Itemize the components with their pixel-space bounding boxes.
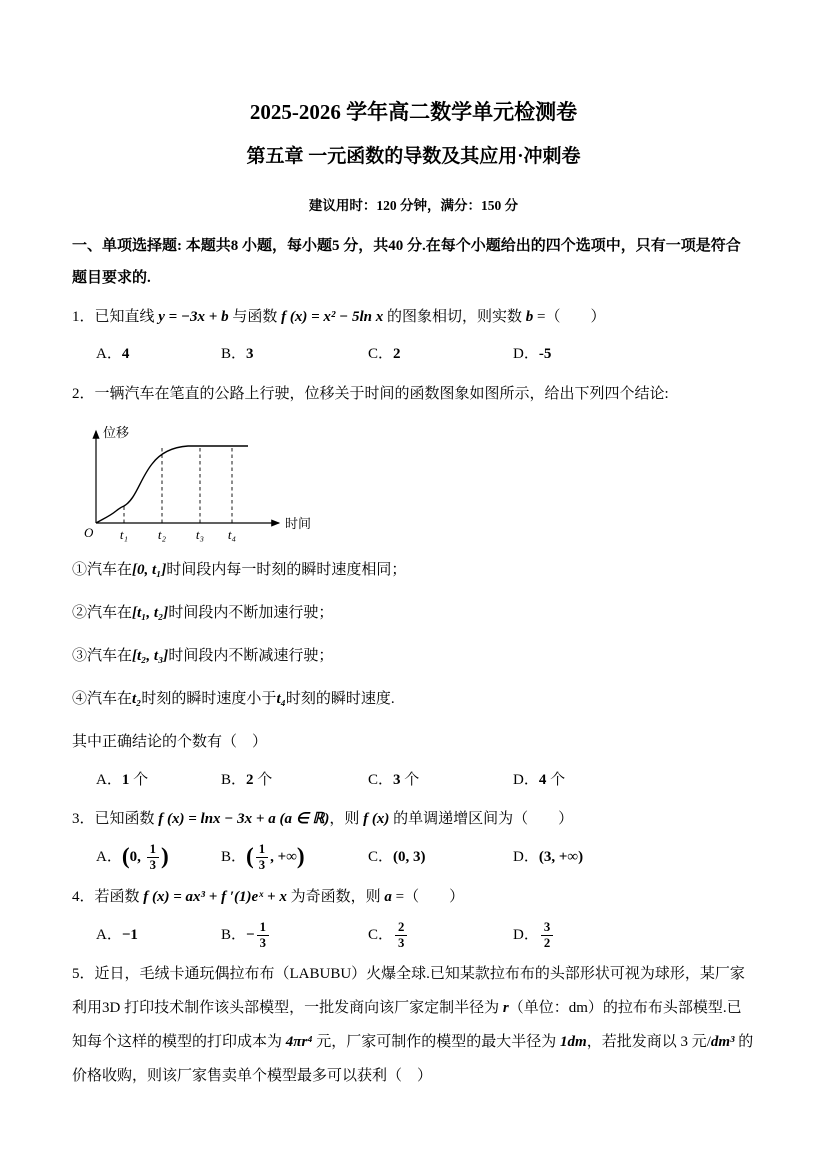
statement-3: ③汽车在[t₂, t₃]时间段内不断减速行驶； — [72, 647, 334, 664]
question-3-option-c: C．(0, 3) — [368, 849, 426, 865]
x-axis-label: 时间 — [285, 515, 312, 531]
question-1 — [72, 301, 755, 373]
question-2-option-c: C．3 个 — [368, 771, 420, 788]
question-1-text: 1．已知直线 y = −3x + b 与函数 f (x) = x² − 5ln x 的图象相切，则实数 b =（ ） — [72, 308, 606, 325]
displacement-curve — [96, 446, 248, 523]
exam-title: 2025-2026 学年高二数学单元检测卷 — [249, 100, 578, 124]
displacement-time-figure — [76, 418, 755, 550]
question-1-options — [96, 338, 755, 372]
displacement-time-graph — [76, 418, 328, 550]
question-3-option-d: D．(3, +∞) — [513, 849, 584, 865]
question-1-option-a: A．4 — [96, 346, 130, 363]
y-axis-label: 位移 — [103, 424, 130, 440]
question-2-text: 2．一辆汽车在笔直的公路上行驶，位移关于时间的函数图象如图所示，给出下列四个结论: — [72, 386, 669, 402]
question-4-option-d: D． $\frac{3}{2}$ — [513, 919, 755, 953]
question-2-option-a: A．1 个 — [96, 771, 149, 788]
statement-2: ②汽车在[t₁, t₂]时间段内不断加速行驶； — [72, 604, 334, 621]
question-3-option-b: B．( $\frac{1}{3}$ , +∞) — [221, 842, 305, 873]
question-2-options — [96, 764, 755, 798]
section-heading: 一、单项选择题: 本题共8 小题，每小题5 分，共40 分.在每个小题给出的四个选项中，只有一项是符合题目要求的. — [72, 238, 741, 287]
question-3-options — [96, 841, 755, 875]
question-4-text: 4．若函数 f (x) = ax³ + f ′(1)eˣ + x 为奇函数，则 a =（ ） — [72, 888, 465, 905]
question-4 — [72, 881, 755, 953]
tick-t3: t₃ — [195, 526, 205, 542]
exam-subtitle: 第五章 一元函数的导数及其应用·冲刺卷 — [246, 146, 581, 167]
question-4-option-b: B．− $\frac{1}{3}$ — [221, 919, 368, 953]
exam-meta: 建议用时：120 分钟，满分：150 分 — [308, 198, 519, 213]
question-4-option-a: A．−1 — [96, 926, 138, 943]
question-5 — [72, 958, 755, 1093]
question-4-options — [96, 919, 755, 953]
question-1-option-b: B．3 — [221, 346, 254, 363]
question-4-option-c: C． $\frac{2}{3}$ — [368, 919, 513, 953]
question-3 — [72, 803, 755, 875]
question-5-text: 5．近日，毛绒卡通玩偶拉布布（LABUBU）火爆全球.已知某款拉布布的头部形状可视为球形，某厂家利用3D 打印技术制作该头部模型，一批发商向该厂家定制半径为 r（单位：dm）的拉布布头部模型.已知每个这样的模型的打印成本为 4πr⁴ 元，厂家可制作的模型的最大半径为 1dm，若批发商以 3 元/dm³ 的价格收购，则该厂家售卖单个模型最多可以获利（ ） — [72, 966, 754, 1084]
question-1-option-d: D．-5 — [513, 346, 552, 363]
question-1-option-c: C．2 — [368, 346, 401, 363]
question-3-text: 3．已知函数 f (x) = lnx − 3x + a (a ∈ ℝ)，则 f (x) 的单调递增区间为（ ） — [72, 811, 574, 828]
statement-4: ④汽车在t₂时刻的瞬时速度小于t₄时刻的瞬时速度. — [72, 690, 395, 707]
tick-t1: t₁ — [119, 526, 129, 542]
question-3-option-a: A．(0, $\frac{1}{3}$ ) — [96, 842, 169, 873]
statement-1: ①汽车在[0, t₁]时间段内每一时刻的瞬时速度相同； — [72, 561, 407, 578]
question-2 — [72, 378, 755, 797]
question-2-option-b: B．2 个 — [221, 771, 273, 788]
question-2-option-d: D．4 个 — [513, 771, 566, 788]
tick-t2: t₂ — [157, 526, 167, 542]
question-2-statements — [72, 554, 755, 716]
question-2-conclusion: 其中正确结论的个数有（ ） — [72, 733, 268, 750]
tick-t4: t₄ — [227, 526, 237, 542]
origin-label: O — [84, 524, 94, 540]
